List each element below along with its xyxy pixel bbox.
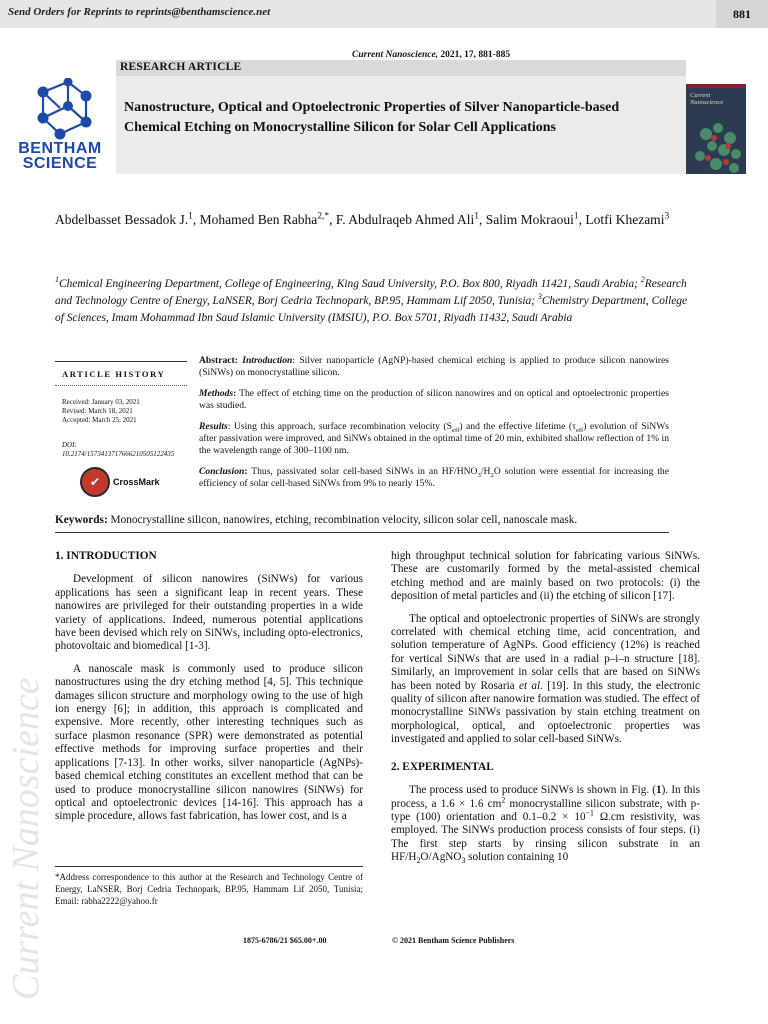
exp-text-a: The process used to produce SiNWs is shown in Fig. ( [409, 784, 657, 797]
doi-link[interactable]: 10.2174/1573413717666210505122435 [62, 450, 175, 458]
journal-volume-pages: 2021, 17, 881-885 [438, 50, 511, 60]
et-al: et al. [519, 679, 543, 692]
author-name: Mohamed Ben Rabha [199, 212, 318, 227]
issn-price: 1875-6786/21 $65.00+.00 [243, 936, 327, 945]
crossmark-badge[interactable] [80, 467, 160, 497]
author-name: Abdelbasset Bessadok J. [55, 212, 189, 227]
exp-sup-neg1: −1 [585, 808, 594, 818]
history-dotted-rule [55, 385, 187, 386]
affiliations [55, 276, 695, 327]
introduction-label: Introduction [242, 355, 293, 366]
exp-sup-2: 2 [501, 794, 506, 804]
intro-paragraph-2: A nanoscale mask is commonly used to produce silicon nanostructures using the dry etching method [4, 5]. This technique damages silicon structure and morphology owing to the use of high ion energy [6]; in addition, this approach is complicated and expensive. More recently, other interesting techniques such as surface plasmon resonance (SPR) were demonstrated as potential effective methods for improving surface properties and their applications [7-13]. In other works, silver nanoparticle (AgNPs)-based chemical etching constitutes an excellent method that can be used to produce monocrystalline silicon nanowires (SiNWs) for optical and optoelectronic devices [14-16]. This approach has a simple procedure, allows fast fabrication, has lower cost, and is a [55, 662, 363, 823]
bentham-logo-icon [10, 78, 110, 140]
introduction-heading: 1. INTRODUCTION [55, 550, 157, 562]
keywords-text: Monocrystalline silicon, nanowires, etching, recombination velocity, silicon solar cell, nanoscale mask. [107, 514, 578, 526]
conclusion-label: Conclusion [199, 466, 245, 477]
author-name: Lotfi Khezami [585, 212, 665, 227]
logo-line-2: SCIENCE [22, 155, 98, 172]
author-list [55, 210, 695, 229]
experimental-paragraph-1 [391, 784, 700, 864]
intro-p4-text-a: The optical and optoelectronic properties of SiNWs are strongly correlated with chemical etching time, acid concentration, and solution temperature of AgNPs. Good efficiency (12%) is reached for vertical SiNWs that are used in a radial p–i–n structure [18]. Similarly, an improvement in solar cells that are based on SiNWs has been noted by Rosaria [391, 612, 700, 692]
author-name: F. Abdulraqeb Ahmed Ali [335, 212, 475, 227]
exp-text-e: O/AgNO [420, 851, 462, 864]
intro-paragraph-1: Development of silicon nanowires (SiNWs) for various applications has seen a significant leap in recent years. These nanowires are privileged for their outstanding properties in a wide variety of applications. Indeed, numerous potential applications have been devised which rely on SiNWs, including opto-electronics, photovoltaic and biomedical [1-3]. [55, 573, 363, 653]
affiliation-text: Research and Technology Centre of Energy, LaNSER, Borj Cedria Technopark, BP.95, Hammam Lif 2050, Tunisia; [55, 278, 687, 307]
journal-watermark [0, 560, 47, 1000]
results-sub-1: eff [451, 426, 460, 434]
watermark-text: Current Nanoscience [5, 677, 47, 1000]
abstract-label: Abstract: [199, 355, 238, 366]
results-sub-2: eff [575, 426, 584, 434]
exp-text-f: solution containing 10 [465, 851, 569, 864]
revised-date: Revised: March 18, 2021 [62, 407, 133, 415]
affiliation-text: Chemical Engineering Department, College of Engineering, King Saud University, P.O. Box 800, Riyadh 11421, Saudi Arabia; [58, 278, 641, 290]
conclusion-text-b: /H [480, 466, 491, 477]
footnote-rule [55, 866, 363, 867]
abstract-methods: Methods: The effect of etching time on the production of silicon nanowires and on optical and optoelectronic properties was studied. [199, 388, 669, 411]
doi-label: DOI: [62, 441, 77, 449]
article-title: Nanostructure, Optical and Optoelectronic Properties of Silver Nanoparticle-based Chemical Etching on Monocrystalline Silicon for Solar Cell Applications [124, 100, 620, 135]
abstract [199, 355, 669, 499]
article-dates [62, 398, 140, 425]
author-separator: , [479, 212, 486, 227]
affiliation-marker: 2 [640, 275, 645, 285]
conclusion-text-c: O solution were essential for increasing the efficiency of solar cell-based SiNWs from 9% to nearly 15%. [199, 466, 669, 489]
exp-text-c: monocrystalline silicon substrate, with p-type (100) orientation and 0.1–0.2 × 10 [391, 797, 700, 823]
intro-paragraph-4 [391, 613, 700, 747]
publisher-logo-text [10, 141, 110, 171]
results-text-c: ) evolution of SiNWs after passivation were improved, and SiNWs obtained in the optimal time of 20 min, exhibited shallow reflection of 1% in the wavelength range of 300–1100 nm. [199, 421, 669, 456]
body-column-right [391, 550, 700, 865]
author-separator: , [578, 212, 586, 227]
conclusion-text-a: Thus, passivated solar cell-based SiNWs in an HF/HNO [247, 466, 478, 477]
history-top-rule [55, 361, 187, 362]
correspondence-footnote: *Address correspondence to this author at the Research and Technology Centre of Energy, LaNSER, Borj Cedria Technopark, BP.95, Hammam Lif 2050, Tunisia; Email: rabha2222@yahoo.fr [55, 872, 363, 906]
reprints-notice: Send Orders for Reprints to reprints@benthamscience.net [8, 6, 271, 18]
introduction-text: Silver nanoparticle (AgNP)-based chemical etching is applied to produce silicon nanowires (SiNWs) on monocrystalline silicon. [199, 355, 669, 378]
affiliation-marker: 1 [55, 275, 59, 285]
conclusion-sub-2: 2 [490, 471, 494, 479]
keywords-rule [55, 532, 669, 533]
journal-name: Current Nanoscience, [352, 50, 439, 60]
keywords [55, 514, 695, 526]
author-affiliation-marker: 2,* [317, 211, 330, 222]
methods-text: The effect of etching time on the production of silicon nanowires and on optical and optoelectronic properties was studied. [199, 388, 669, 411]
crossmark-label: CrossMark [113, 477, 160, 487]
cover-title: Current Nanoscience [690, 92, 724, 106]
methods-label: Methods [199, 388, 234, 399]
journal-citation [352, 50, 510, 60]
exp-sub-3: 3 [461, 856, 466, 866]
intro-paragraph-3: high throughput technical solution for fabricating various SiNWs. These are customarily formed by the metal-assisted chemical etching method and are mainly based on two protocols: (i) the deposition of metal particles and (ii) the etching of silicon [17]. [391, 550, 700, 603]
accepted-date: Accepted: March 25, 2021 [62, 416, 137, 424]
article-history-heading: ARTICLE HISTORY [62, 369, 166, 379]
copyright: © 2021 Bentham Science Publishers [392, 936, 515, 945]
figure-ref[interactable]: 1 [656, 784, 662, 797]
affiliation-text: Chemistry Department, College of Sciences, Imam Mohammad Ibn Saud Islamic University (IMSIU), P.O. Box 5701, Riyadh 11432, Saudi Arabia [55, 295, 688, 324]
keywords-label: Keywords: [55, 514, 108, 526]
abstract-results [199, 421, 669, 457]
abstract-conclusion: Conclusion: Thus, passivated solar cell-based SiNWs in an $HF/HNO_3/H_2O$ solution were essential for increasing the efficiency of solar cell-based SiNWs from 9% to nearly 15%. [199, 466, 669, 489]
doi [62, 441, 174, 459]
results-label: Results [199, 421, 228, 432]
exp-text-d: Ω.cm resistivity, was employed. The SiNWs production process consists of four steps. (i) The first step starts by rinsing silicon substrate in an HF/H [391, 810, 700, 864]
article-type: RESEARCH ARTICLE [120, 61, 242, 73]
author-separator: , [329, 212, 336, 227]
author-affiliation-marker: 3 [664, 211, 670, 222]
abstract-introduction: Abstract: Introduction: Silver nanoparticle (AgNP)-based chemical etching is applied to produce silicon nanowires (SiNWs) on monocrystalline silicon. [199, 355, 669, 378]
logo-line-1: BENTHAM [18, 140, 102, 157]
affiliation-marker: 3 [537, 292, 542, 302]
author-name: Salim Mokraoui [485, 212, 574, 227]
intro-p4-text-b: [19]. In this study, the electronic quality of silicon after nanowire formation was studied. The effect of monocrystalline SiNWs passivation by stain etching treatment on morphological, optical, and optoelectronic properties was investigated and applied to solar cell-based SiNWs. [391, 679, 701, 746]
author-affiliation-marker: 1 [188, 211, 193, 222]
exp-text-b: ). In this process, a 1.6 × 1.6 cm [391, 784, 700, 810]
experimental-heading: 2. EXPERIMENTAL [391, 760, 494, 773]
received-date: Received: January 03, 2021 [62, 398, 140, 406]
author-affiliation-marker: 1 [474, 211, 479, 222]
conclusion-sub-1: 3 [477, 471, 481, 479]
author-separator: , [192, 212, 200, 227]
author-affiliation-marker: 1 [573, 211, 579, 222]
exp-sub-2: 2 [416, 856, 421, 866]
body-column-left [55, 550, 363, 824]
results-text-b: ) and the effective lifetime (τ [459, 421, 576, 432]
results-text-a: : Using this approach, surface recombination velocity (S [227, 421, 452, 432]
page-number: 881 [716, 0, 768, 28]
crossmark-icon: ✔ [80, 467, 110, 497]
